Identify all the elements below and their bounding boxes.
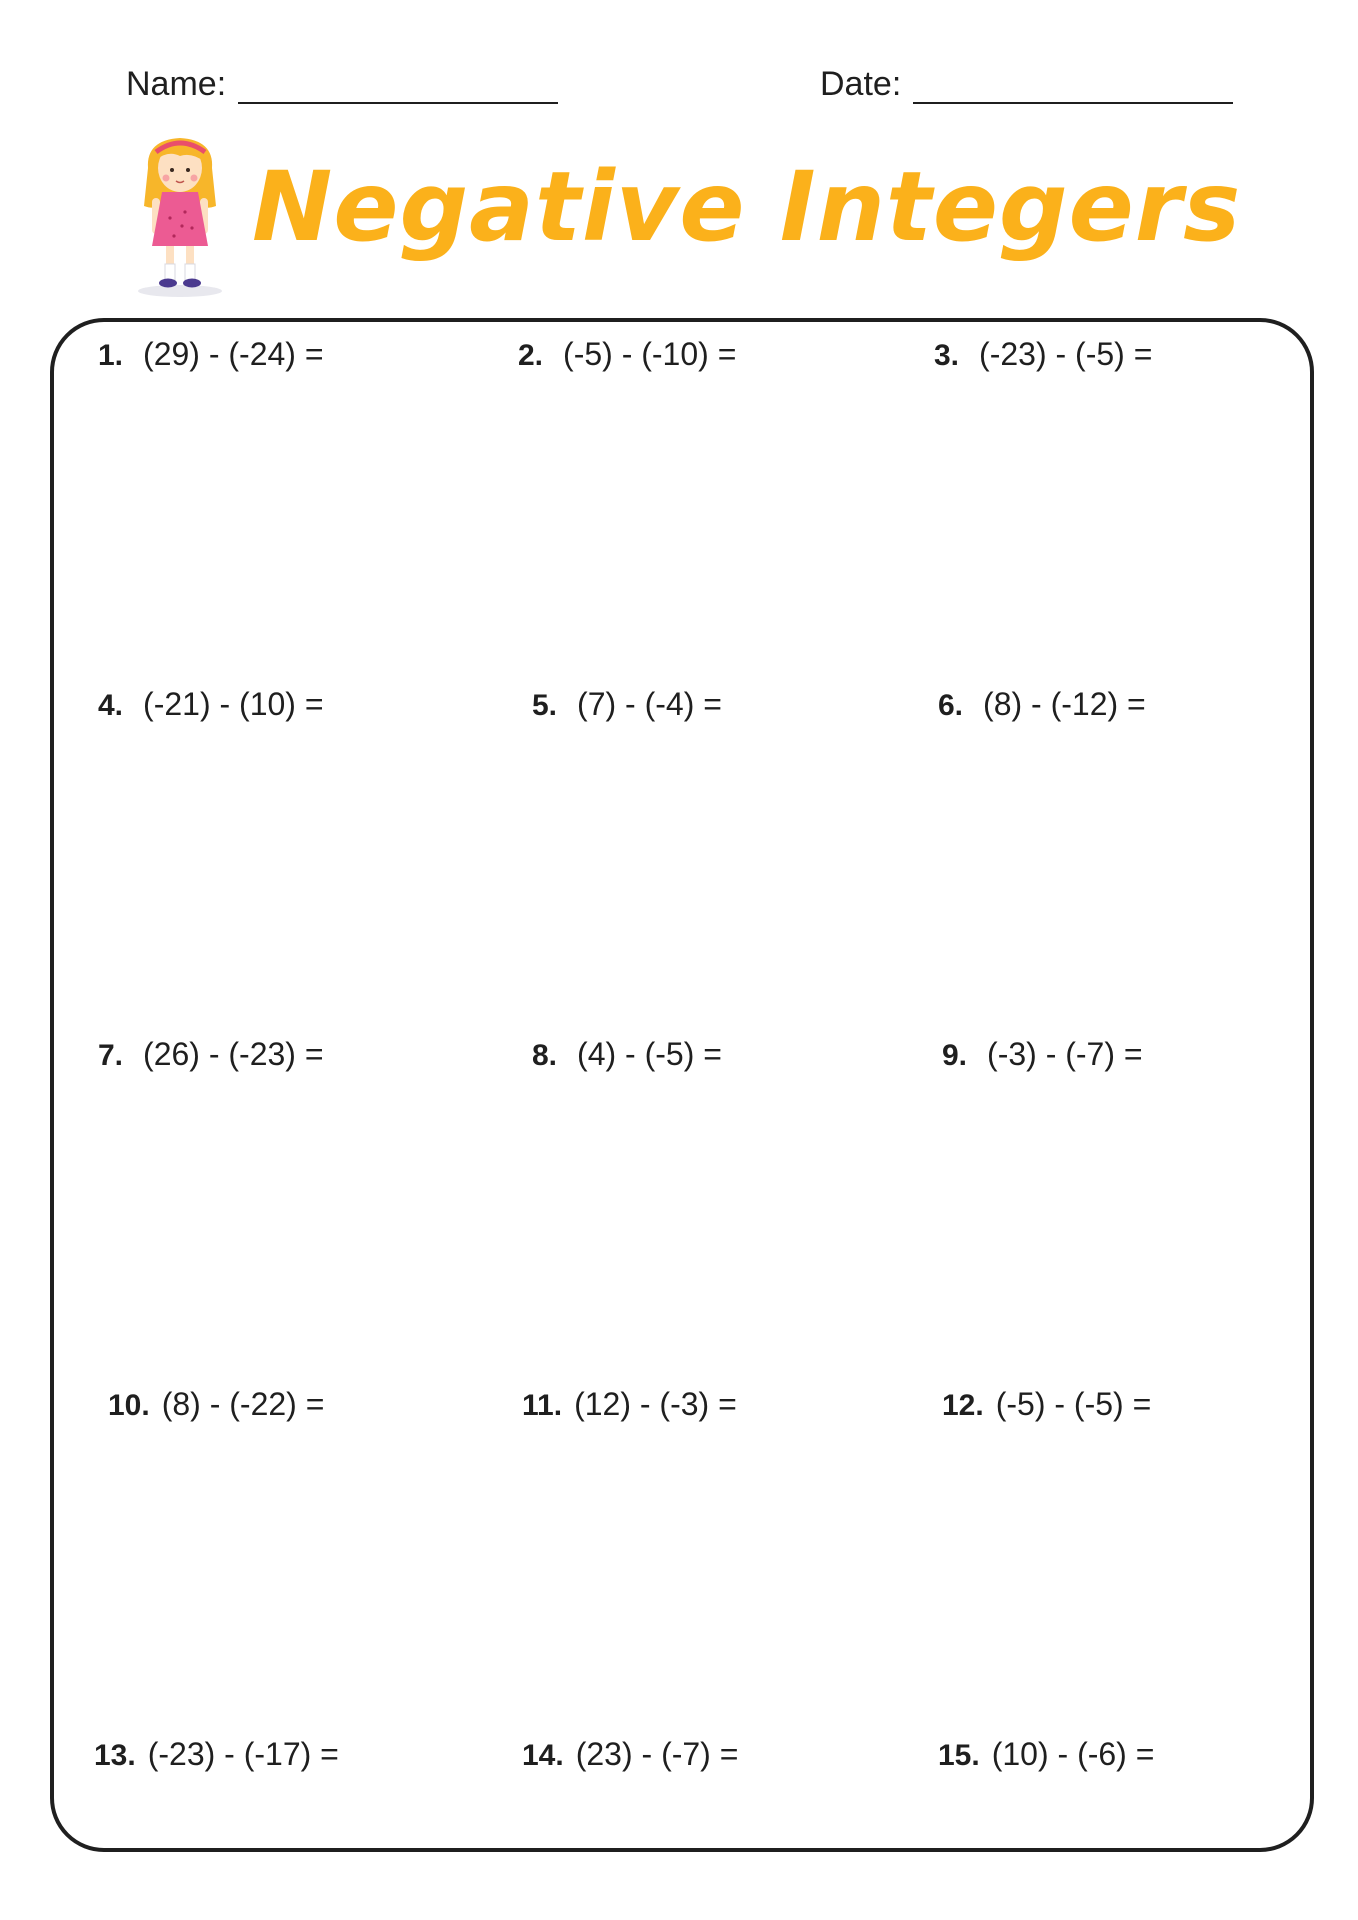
problem-number: 15. [938,1739,980,1772]
problem-7 [98,1036,324,1073]
problem-3 [934,336,1152,373]
page-title: Negative Integers [252,151,1242,263]
problem-expression: (-5) - (-5) = [995,1386,1152,1422]
problem-number: 1. [98,339,124,372]
problem-2 [518,336,736,373]
cartoon-girl-icon [130,128,230,298]
problem-4 [98,686,324,723]
problem-expression: (8) - (-22) = [161,1386,325,1422]
name-input-line[interactable] [238,64,558,104]
problem-number: 14. [522,1739,564,1772]
problem-12 [942,1386,1151,1423]
problem-6 [938,686,1146,723]
problem-expression: (7) - (-4) = [577,686,722,722]
problem-10 [108,1386,324,1423]
problem-8 [532,1036,722,1073]
problem-number: 13. [94,1739,136,1772]
problem-13 [94,1736,339,1773]
problem-number: 8. [532,1039,558,1072]
problem-number: 4. [98,689,124,722]
problem-number: 11. [522,1389,563,1422]
date-field [820,64,1233,104]
problem-number: 10. [108,1389,150,1422]
problem-9 [942,1036,1143,1073]
name-field [126,64,558,104]
problem-expression: (29) - (-24) = [143,336,324,372]
problem-expression: (23) - (-7) = [575,1736,739,1772]
problem-expression: (4) - (-5) = [577,1036,722,1072]
problem-expression: (12) - (-3) = [574,1386,737,1422]
date-input-line[interactable] [913,64,1233,104]
problem-1 [98,336,324,373]
problem-expression: (-5) - (-10) = [563,336,737,372]
problem-expression: (-3) - (-7) = [987,1036,1143,1072]
problem-number: 3. [934,339,960,372]
problems-box [50,318,1314,1852]
problem-11 [522,1386,737,1423]
problem-5 [532,686,722,723]
problem-expression: (-21) - (10) = [143,686,324,722]
title-row [130,128,1241,298]
problem-number: 6. [938,689,964,722]
problem-number: 9. [942,1039,968,1072]
problem-14 [522,1736,738,1773]
name-label: Name: [126,65,227,103]
problem-number: 2. [518,339,544,372]
problem-expression: (-23) - (-5) = [979,336,1153,372]
problem-expression: (8) - (-12) = [983,686,1146,722]
problem-expression: (-23) - (-17) = [147,1736,339,1772]
problem-number: 12. [942,1389,984,1422]
problem-expression: (10) - (-6) = [991,1736,1155,1772]
problem-expression: (26) - (-23) = [143,1036,324,1072]
problem-number: 7. [98,1039,124,1072]
problem-15 [938,1736,1154,1773]
date-label: Date: [820,65,902,103]
problem-number: 5. [532,689,558,722]
